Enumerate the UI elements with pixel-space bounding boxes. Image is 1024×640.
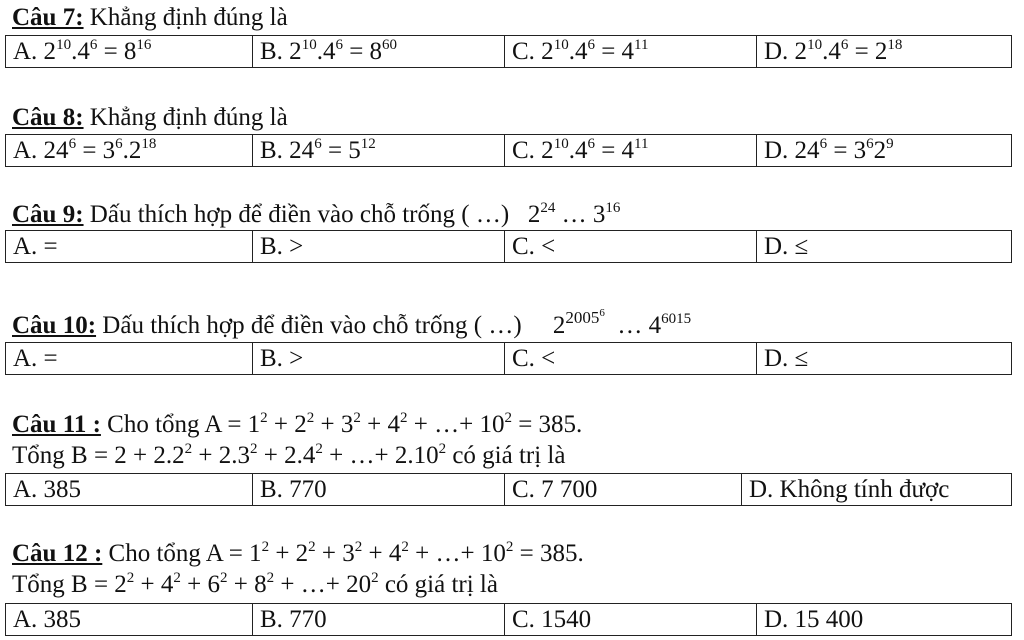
question-10 — [12, 307, 692, 340]
option-a[interactable]: A. 385 — [6, 604, 253, 636]
option-a[interactable]: A. = — [6, 343, 253, 375]
option-d[interactable]: D. $2^{10}.4^6 = 2^{18}$ — [757, 36, 1012, 68]
option-c[interactable]: C. 1540 — [505, 604, 757, 636]
option-b[interactable]: B. > — [253, 231, 505, 263]
option-a[interactable]: A. $2^{10}.4^6 = 8^{16}$ — [6, 36, 253, 68]
question-8 — [12, 104, 288, 132]
option-d[interactable]: D. Không tính được — [742, 474, 1012, 506]
option-a[interactable]: A. $24^6 = 3^6.2^{18}$ — [6, 135, 253, 167]
option-c[interactable]: C. < — [505, 231, 757, 263]
question-12 — [12, 540, 584, 568]
option-d[interactable]: D. $24^6 = 3^62^9$ — [757, 135, 1012, 167]
option-c[interactable]: C. < — [505, 343, 757, 375]
option-a[interactable]: A. = — [6, 231, 253, 263]
option-d[interactable]: D. ≤ — [757, 231, 1012, 263]
question-label: Câu 11 : — [12, 411, 101, 438]
question-7 — [12, 4, 288, 32]
option-d[interactable]: D. ≤ — [757, 343, 1012, 375]
question-stem: Dấu thích hợp để điền vào chỗ trống ( …) — [89, 201, 510, 228]
options-table-8 — [5, 134, 1012, 167]
option-b[interactable]: B. 770 — [253, 604, 505, 636]
question-11 — [12, 411, 582, 439]
option-c[interactable]: C. 7 700 — [505, 474, 742, 506]
option-b[interactable]: B. 770 — [253, 474, 505, 506]
question-label: Câu 9: — [12, 201, 84, 228]
option-a[interactable]: A. 385 — [6, 474, 253, 506]
option-b[interactable]: B. $2^{10}.4^6 = 8^{60}$ — [253, 36, 505, 68]
question-stem: Cho tổng $A = 1^2 + 2^2 + 3^2 + 4^2$ + …+ $10^2 = 385$. — [108, 539, 584, 567]
question-label: Câu 7: — [12, 4, 84, 31]
question-12-line2: Tổng $B = 2^2 + 4^2 + 6^2 + 8^2$ + …+ $20^2$ có giá trị là — [12, 570, 498, 598]
comparison-expression: $2^{2005^6}$ … $4^{6015}$ — [527, 307, 692, 339]
question-label: Câu 10: — [12, 312, 97, 339]
question-stem: Dấu thích hợp để điền vào chỗ trống ( …) — [102, 312, 522, 339]
options-table-11 — [5, 473, 1012, 506]
question-9 — [12, 201, 620, 229]
options-table-7 — [5, 35, 1012, 68]
options-table-10 — [5, 342, 1012, 375]
option-b[interactable]: B. $24^6 = 5^{12}$ — [253, 135, 505, 167]
question-11-line2: Tổng $B = 2 + 2.2^2 + 2.3^2 + 2.4^2$ + …+ $2.10^2$ có giá trị là — [12, 441, 566, 469]
question-label: Câu 12 : — [12, 540, 103, 567]
question-label: Câu 8: — [12, 104, 84, 131]
option-d[interactable]: D. 15 400 — [757, 604, 1012, 636]
option-b[interactable]: B. > — [253, 343, 505, 375]
question-stem: Khẳng định đúng là — [89, 4, 288, 31]
options-table-12 — [5, 603, 1012, 636]
comparison-expression: $2^{24}$ … $3^{16}$ — [515, 200, 621, 228]
question-stem: Khẳng định đúng là — [89, 104, 288, 131]
question-stem: Cho tổng $A = 1^2 + 2^2 + 3^2 + 4^2$ + …+ $10^2 = 385$. — [107, 410, 583, 438]
options-table-9 — [5, 230, 1012, 263]
option-c[interactable]: C. $2^{10}.4^6 = 4^{11}$ — [505, 36, 757, 68]
option-c[interactable]: C. $2^{10}.4^6 = 4^{11}$ — [505, 135, 757, 167]
